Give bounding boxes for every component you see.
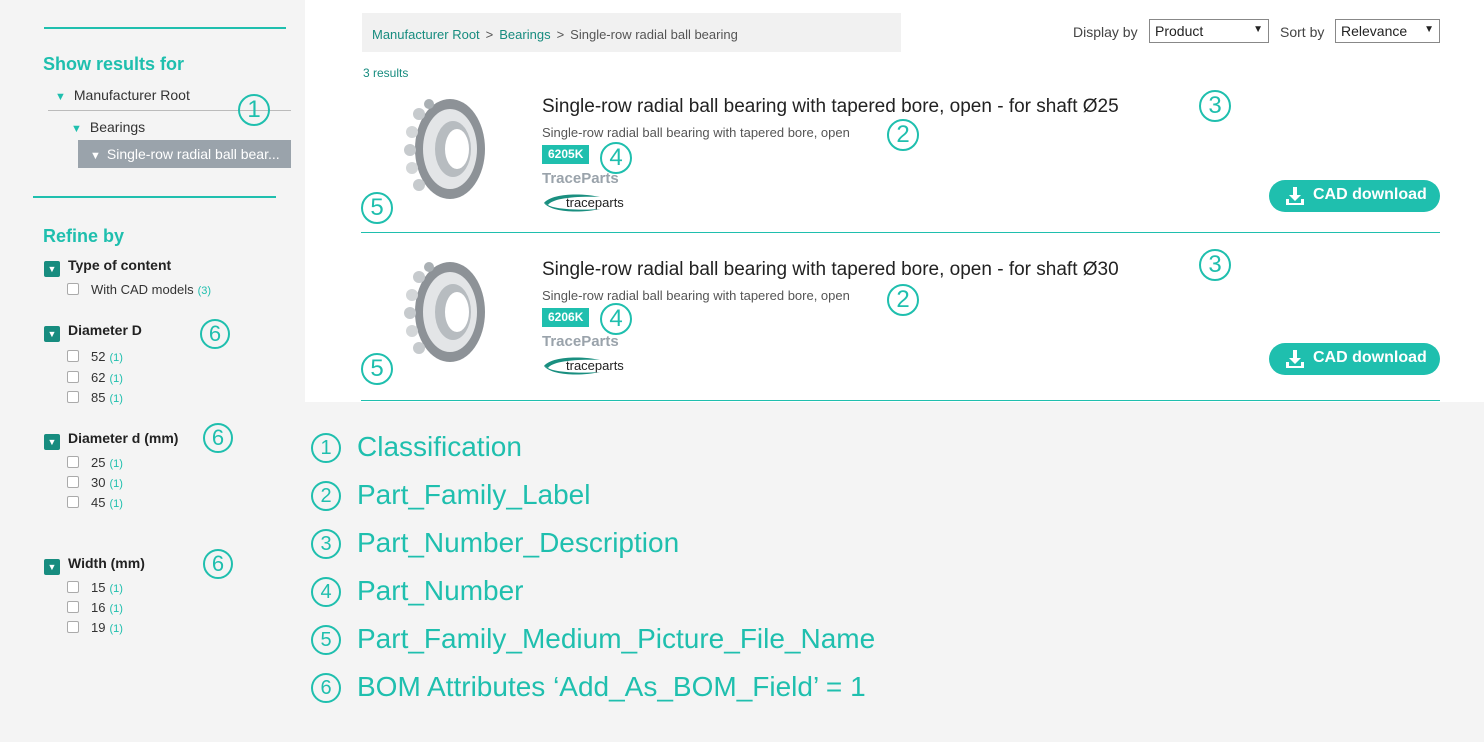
- triangle-down-icon: ▼: [44, 326, 60, 342]
- marker-6: 6: [203, 549, 233, 579]
- legend-item: [311, 527, 679, 559]
- part-number-badge: 6205K: [542, 145, 589, 164]
- sort-by-value: Relevance: [1341, 23, 1408, 39]
- facet-option-count: (1): [109, 583, 123, 595]
- facet-title-label: Type of content: [68, 257, 172, 273]
- triangle-down-icon: ▼: [44, 434, 60, 450]
- display-by-value: Product: [1155, 23, 1204, 39]
- facet-option-label: 45: [91, 495, 106, 510]
- facet-option-label: 62: [91, 370, 106, 385]
- cad-download-button[interactable]: [1269, 180, 1440, 212]
- facet-diameter-d-mm[interactable]: [44, 430, 178, 450]
- checkbox-icon[interactable]: [67, 391, 79, 403]
- breadcrumb-separator: >: [556, 27, 565, 42]
- facet-title-label: Diameter D: [68, 322, 142, 338]
- legend-number: 4: [311, 577, 341, 607]
- legend-number: 5: [311, 625, 341, 655]
- legend-label: Part_Family_Label: [357, 479, 591, 510]
- cad-download-button[interactable]: [1269, 343, 1440, 375]
- marker-5: 5: [361, 353, 393, 385]
- facet-option-label: 52: [91, 349, 106, 364]
- checkbox-icon[interactable]: [67, 601, 79, 613]
- facet-diameter-d[interactable]: [44, 322, 142, 342]
- marker-6: 6: [203, 423, 233, 453]
- facet-option-count: (1): [109, 393, 123, 405]
- facet-type-of-content[interactable]: [44, 257, 171, 277]
- facet-option[interactable]: [67, 370, 123, 385]
- facet-option[interactable]: [67, 600, 123, 615]
- facet-option-label: 15: [91, 580, 106, 595]
- traceparts-logo: [542, 354, 642, 378]
- tree-item-active[interactable]: [78, 140, 291, 168]
- sidebar-mid-divider: [33, 196, 276, 198]
- dropdown-arrow-icon: ▼: [1424, 24, 1434, 35]
- checkbox-icon[interactable]: [67, 283, 79, 295]
- result-title[interactable]: Single-row radial ball bearing with tapered bore, open - for shaft Ø25: [542, 96, 1119, 117]
- tree-item-label: Manufacturer Root: [73, 87, 190, 103]
- sort-by-select[interactable]: [1335, 19, 1440, 43]
- checkbox-icon[interactable]: [67, 476, 79, 488]
- facet-option[interactable]: [67, 282, 211, 297]
- marker-2: 2: [887, 119, 919, 151]
- result-family-label: Single-row radial ball bearing with tapered bore, open: [542, 125, 850, 140]
- result-separator: [361, 232, 1440, 233]
- legend-label: Classification: [357, 431, 522, 462]
- breadcrumb-link-root[interactable]: Manufacturer Root: [372, 27, 480, 42]
- tree-item-label: Bearings: [89, 119, 146, 135]
- facet-option-count: (3): [197, 285, 212, 297]
- product-thumbnail[interactable]: [395, 257, 490, 367]
- tree-item-root[interactable]: [55, 87, 190, 103]
- facet-width-mm[interactable]: [44, 555, 145, 575]
- traceparts-logo: [542, 191, 642, 215]
- cad-download-label: CAD download: [1313, 349, 1427, 366]
- legend-label: Part_Number_Description: [357, 527, 680, 558]
- marker-4: 4: [600, 303, 632, 335]
- legend-item: [311, 431, 522, 463]
- checkbox-icon[interactable]: [67, 350, 79, 362]
- triangle-down-icon: ▼: [44, 261, 60, 277]
- marker-3: 3: [1199, 90, 1231, 122]
- checkbox-icon[interactable]: [67, 456, 79, 468]
- checkbox-icon[interactable]: [67, 371, 79, 383]
- facet-option-count: (1): [109, 352, 123, 364]
- legend-number: 6: [311, 673, 341, 703]
- legend-number: 2: [311, 481, 341, 511]
- sort-by-label: Sort by: [1280, 24, 1325, 40]
- show-results-heading: Show results for: [43, 54, 185, 74]
- facet-option[interactable]: [67, 495, 123, 510]
- logo-text: traceparts: [566, 195, 624, 210]
- legend-item: [311, 671, 866, 703]
- legend-item: [311, 575, 524, 607]
- legend-label: BOM Attributes ‘Add_As_BOM_Field’ = 1: [357, 671, 866, 702]
- result-family-label: Single-row radial ball bearing with tapered bore, open: [542, 288, 850, 303]
- download-icon: [1285, 349, 1305, 369]
- breadcrumb-separator: >: [485, 27, 494, 42]
- facet-option-label: 25: [91, 455, 106, 470]
- results-count: 3 results: [363, 66, 409, 80]
- dropdown-arrow-icon: ▼: [1253, 24, 1263, 35]
- display-by-select[interactable]: [1149, 19, 1269, 43]
- breadcrumb-current: Single-row radial ball bearing: [570, 27, 738, 42]
- triangle-down-icon: ▼: [44, 559, 60, 575]
- tree-item-label: Single-row radial ball bear...: [106, 146, 280, 162]
- facet-option[interactable]: [67, 620, 123, 635]
- facet-option-label: 16: [91, 600, 106, 615]
- sidebar: [0, 0, 305, 742]
- checkbox-icon[interactable]: [67, 496, 79, 508]
- facet-option-count: (1): [109, 478, 123, 490]
- marker-4: 4: [600, 142, 632, 174]
- facet-option-count: (1): [109, 458, 123, 470]
- legend-number: 1: [311, 433, 341, 463]
- facet-option[interactable]: [67, 580, 123, 595]
- supplier-name: TraceParts: [542, 170, 619, 187]
- facet-option-label: 30: [91, 475, 106, 490]
- product-thumbnail[interactable]: [395, 94, 490, 204]
- facet-option[interactable]: [67, 475, 123, 490]
- checkbox-icon[interactable]: [67, 581, 79, 593]
- part-number-badge: 6206K: [542, 308, 589, 327]
- facet-title-label: Width (mm): [68, 555, 145, 571]
- facet-option[interactable]: [67, 455, 123, 470]
- facet-option-count: (1): [109, 623, 123, 635]
- legend-item: [311, 479, 590, 511]
- facet-option[interactable]: [67, 349, 123, 364]
- legend-label: Part_Number: [357, 575, 524, 606]
- refine-by-heading: Refine by: [43, 226, 125, 246]
- download-icon: [1285, 186, 1305, 206]
- marker-5: 5: [361, 192, 393, 224]
- legend-label: Part_Family_Medium_Picture_File_Name: [357, 623, 876, 654]
- result-title[interactable]: Single-row radial ball bearing with tapered bore, open - for shaft Ø30: [542, 259, 1119, 280]
- supplier-name: TraceParts: [542, 333, 619, 350]
- triangle-down-icon: ▼: [55, 91, 66, 103]
- result-separator: [361, 400, 1440, 401]
- facet-title-label: Diameter d (mm): [68, 430, 179, 446]
- legend-number: 3: [311, 529, 341, 559]
- display-by-label: Display by: [1073, 24, 1138, 40]
- facet-option-label: 85: [91, 390, 106, 405]
- facet-option-label: 19: [91, 620, 106, 635]
- marker-3: 3: [1199, 249, 1231, 281]
- logo-text: traceparts: [566, 358, 624, 373]
- marker-2: 2: [887, 284, 919, 316]
- facet-option[interactable]: [67, 390, 123, 405]
- facet-option-count: (1): [109, 603, 123, 615]
- tree-item-bearings[interactable]: [71, 119, 145, 135]
- legend-item: [311, 623, 875, 655]
- triangle-down-icon: ▼: [90, 150, 101, 162]
- sidebar-top-divider: [44, 27, 286, 29]
- facet-option-count: (1): [109, 498, 123, 510]
- triangle-down-icon: ▼: [71, 123, 82, 135]
- facet-option-label: With CAD models: [91, 282, 194, 297]
- breadcrumb-link-bearings[interactable]: Bearings: [499, 27, 551, 42]
- facet-option-count: (1): [109, 373, 123, 385]
- marker-1: 1: [238, 94, 270, 126]
- marker-6: 6: [200, 319, 230, 349]
- cad-download-label: CAD download: [1313, 186, 1427, 203]
- breadcrumb: [362, 13, 901, 52]
- checkbox-icon[interactable]: [67, 621, 79, 633]
